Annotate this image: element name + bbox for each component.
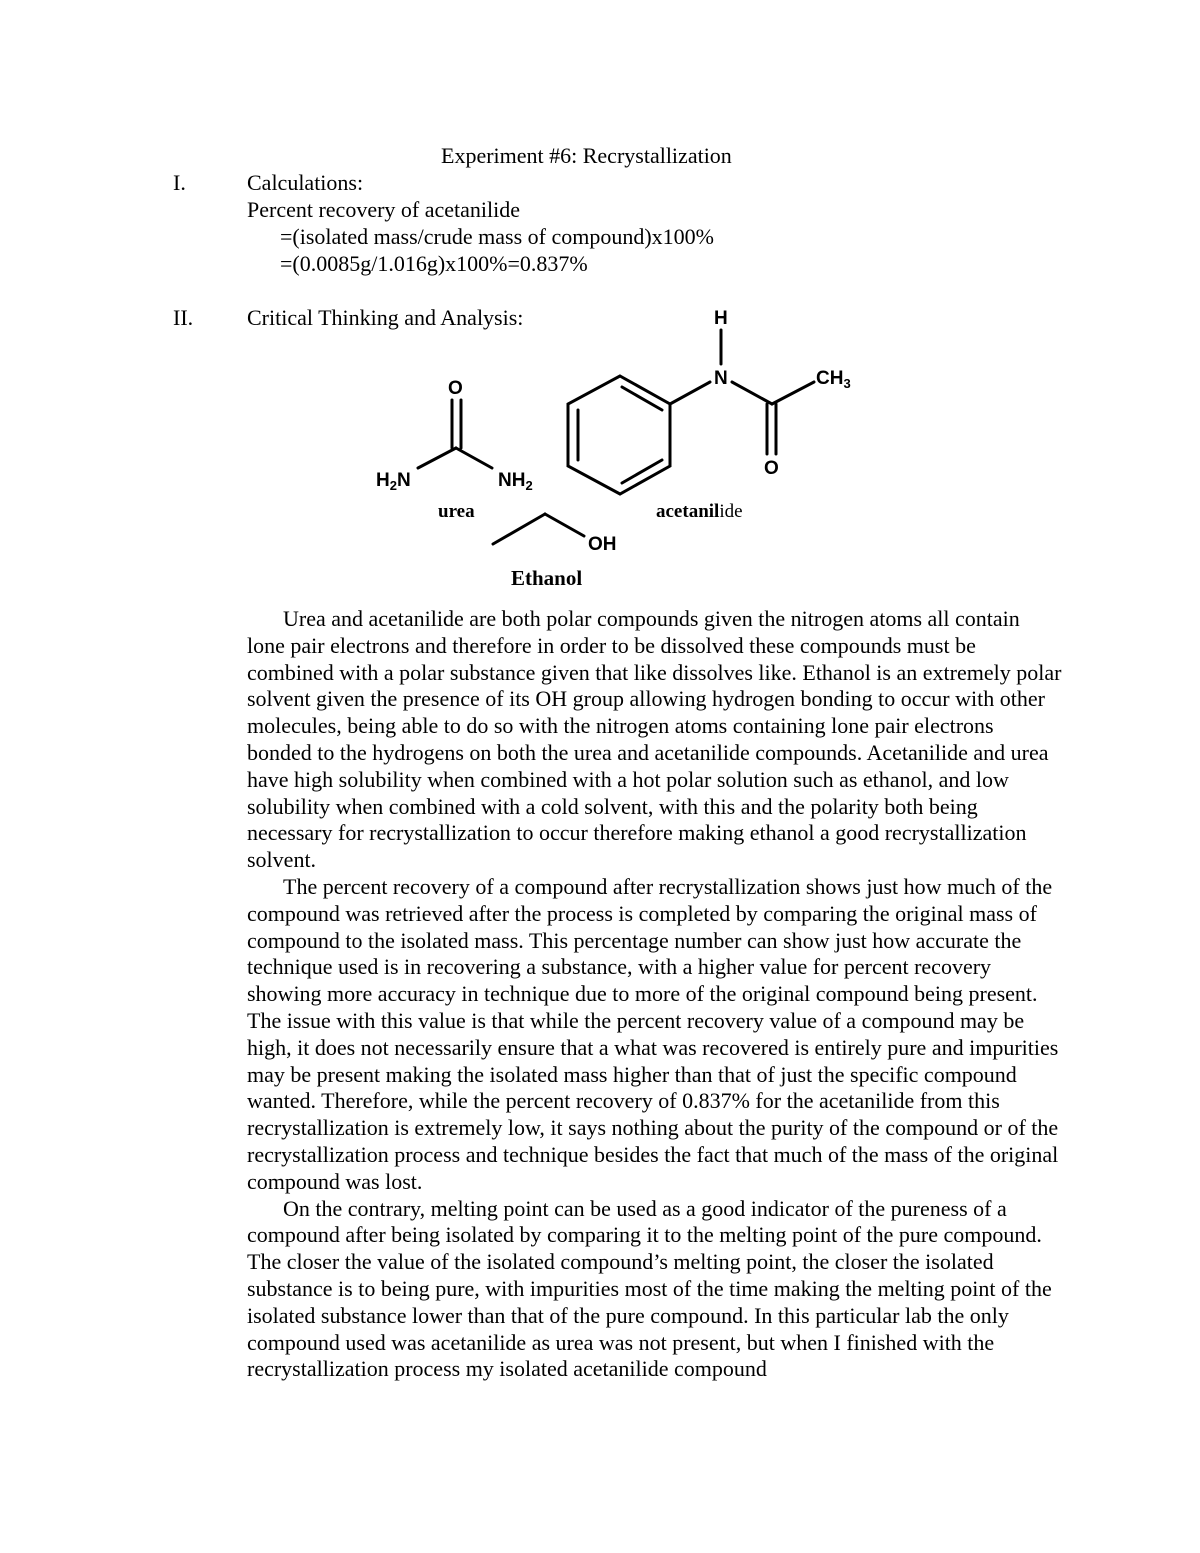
section-heading-analysis: Critical Thinking and Analysis: (247, 305, 524, 330)
calc-line-1: Percent recovery of acetanilide (247, 197, 521, 222)
acetanilide-hydrogen-label: H (714, 308, 728, 329)
calc-line-3: =(0.0085g/1.016g)x100%=0.837% (280, 251, 588, 276)
calc-line-2: =(isolated mass/crude mass of compound)x100% (280, 224, 714, 249)
acetanilide-name: acetanilide (656, 501, 743, 522)
analysis-body (247, 606, 1062, 1383)
document-title: Experiment #6: Recrystallization (441, 143, 732, 168)
urea-h2n-label: $H_2N$ (376, 470, 411, 493)
section-numeral-1: I. (173, 170, 186, 195)
paragraph-melting-point: On the contrary, melting point can be used as a good indicator of the pureness of a compound after being isolated by comparing it to the melting point of the pure compound. The closer the value of the isolated compound’s melting point, the closer the isolated substance is to being pure, with impurities most of the time making the melting point of the isolated substance lower than that of the pure compound. In this particular lab the only compound used was acetanilide as urea was not present, but when I finished with the recrystallization process my isolated acetanilide compound (247, 1195, 1052, 1382)
acetanilide-oxygen-label: O (764, 458, 779, 479)
paragraph-percent-recovery: The percent recovery of a compound after recrystallization shows just how much of the compound was retrieved after the process is completed by comparing the original mass of compound to the isolated mass. This percentage number can show just how accurate the technique used is in recovering a substance, with a higher value for percent recovery showing more accuracy in technique due to more of the original compound being present. The issue with this value is that while the percent recovery value of a compound may be high, it does not necessarily ensure that a what was recovered is entirely pure and impurities may be present making the isolated mass higher than that of just the specific compound wanted. Therefore, while the percent recovery of 0.837% for the acetanilide from this recrystallization is extremely low, it says nothing about the purity of the compound or of the recrystallization process and technique besides the fact that much of the mass of the original compound was lost. (247, 873, 1059, 1194)
acetanilide-nitrogen-label: N (714, 368, 728, 389)
acetanilide-ch3-label: $CH_3$ (816, 368, 851, 391)
urea-structure (376, 378, 533, 522)
urea-nh2-label: $NH_2$ (498, 470, 533, 493)
section-heading-calculations: Calculations: (247, 170, 364, 195)
urea-oxygen-label: O (448, 378, 463, 399)
ethanol-oh-label: OH (588, 534, 617, 555)
chemical-structures-figure (0, 0, 1200, 600)
ethanol-structure (493, 514, 617, 590)
acetanilide-structure (568, 308, 851, 522)
paragraph-solvent-polarity: Urea and acetanilide are both polar compounds given the nitrogen atoms all contain lone pair electrons and therefore in order to be dissolved these compounds must be combined with a polar substance given that like dissolves like. Ethanol is an extremely polar solvent given the presence of its OH group allowing hydrogen bonding to occur with other molecules, being able to do so with the nitrogen atoms containing lone pair electrons bonded to the hydrogens on both the urea and acetanilide compounds. Acetanilide and urea have high solubility when combined with a hot polar solution such as ethanol, and low solubility when combined with a cold solvent, with this and the polarity both being necessary for recrystallization to occur therefore making ethanol a good recrystallization solvent. (247, 606, 1062, 873)
section-numeral-2: II. (173, 305, 194, 330)
ethanol-name: Ethanol (511, 566, 583, 590)
urea-name: urea (438, 501, 475, 522)
